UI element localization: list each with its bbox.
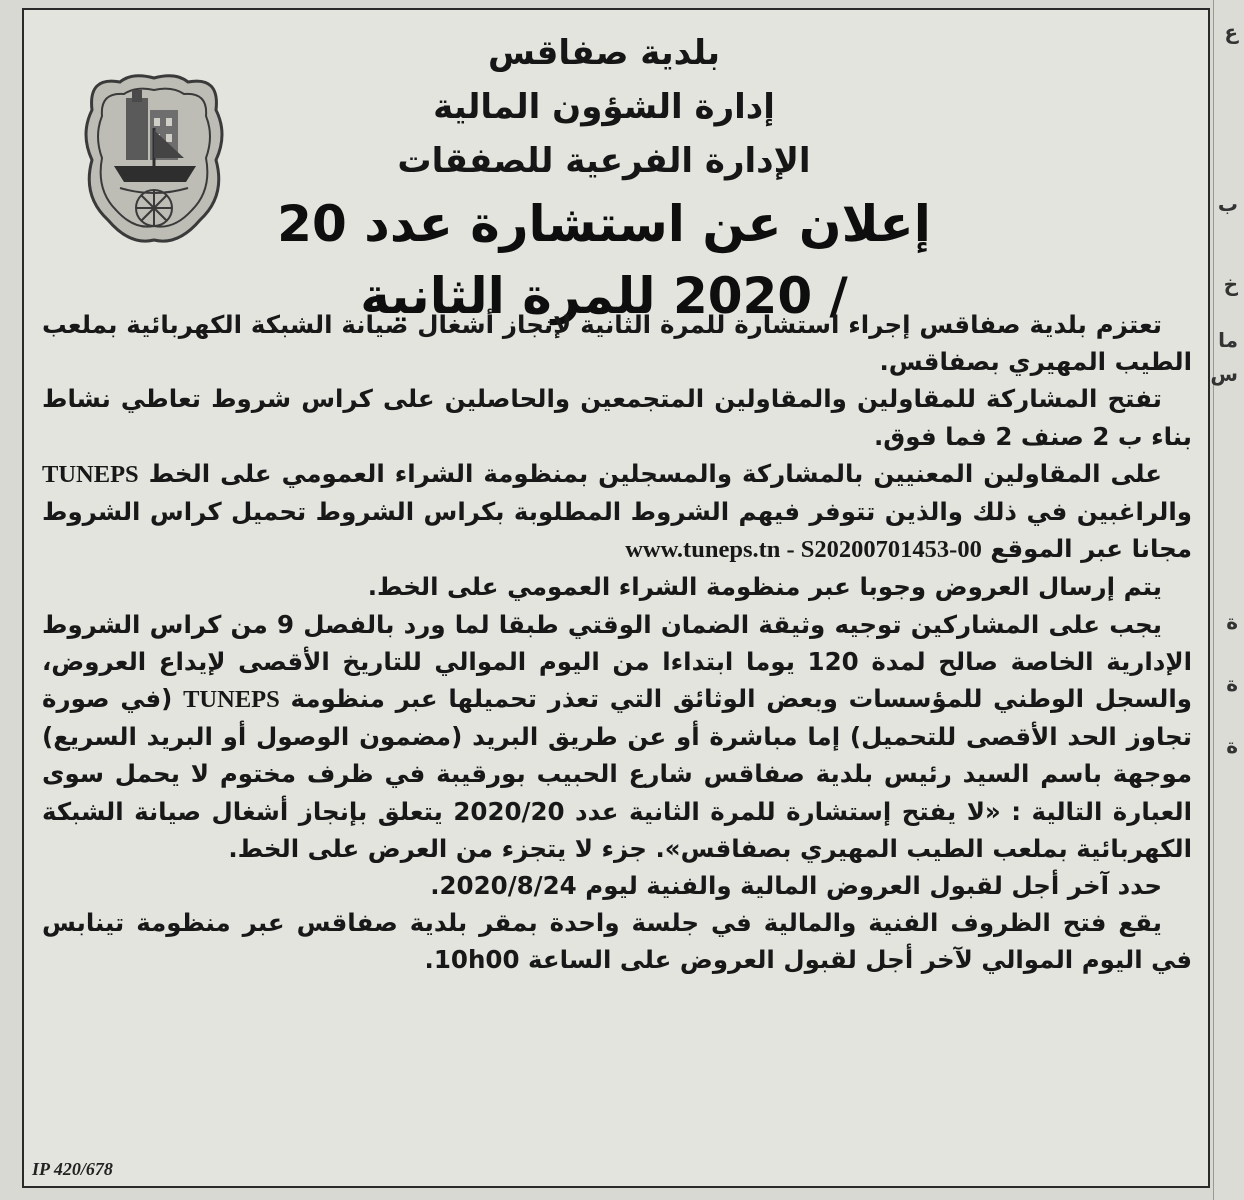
guarantee-text-a: يجب على المشاركين توجيه وثيقة الضمان الوقتي طبقا لما ورد بالفصل 9 من كراس الشروط الإدارية الخاصة صالح لمدة 120 يوما ابتداءا من اليوم الموالي للتاريخ الأقصى لإيداع العروض، والسجل الوطني للمؤسسات وبعض الوثائق التي تعذر تحميلها عبر منظومة bbox=[42, 609, 1193, 714]
adjacent-column-edge bbox=[1210, 0, 1244, 1200]
municipality-name: بلدية صفاقس bbox=[488, 33, 720, 73]
paragraph-opening: يقع فتح الظروف الفنية والمالية في جلسة واحدة بمقر بلدية صفاقس عبر منظومة تينابس في اليوم الموالي لآخر أجل لقبول العروض على الساعة 10h00. bbox=[42, 908, 1192, 975]
sub-department-name: الإدارة الفرعية للصفقات bbox=[397, 141, 811, 181]
adjacent-letter: ة bbox=[1226, 610, 1238, 634]
adjacent-letter: ما bbox=[1218, 328, 1238, 352]
tuneps-label: TUNEPS bbox=[42, 460, 139, 488]
notice-body bbox=[42, 306, 1192, 979]
department-name: إدارة الشؤون المالية bbox=[433, 87, 775, 127]
adjacent-letter: ع bbox=[1224, 20, 1238, 44]
guarantee-text-b: (في صورة تجاوز الحد الأقصى للتحميل) إما مباشرة أو عن طريق البريد (مضمون الوصول أو البريد السريع) موجهة باسم السيد رئيس بلدية صفاقس شارع الحبيب بورقيبة في ظرف مختوم لا يحمل سوى العبارة التالية : «لا يفتح إستشارة للمرة الثانية عدد 2020/20 يتعلق بإنجاز أشغال صيانة الشبكة الكهربائية بملعب الطيب المهيري بصفاقس». جزء لا يتجزء من العرض على الخط. bbox=[42, 684, 1192, 863]
header-titles bbox=[274, 26, 934, 332]
paragraph-deadline: حدد آخر أجل لقبول العروض المالية والفنية ليوم 2020/8/24. bbox=[430, 871, 1162, 901]
paragraph-intent: تعتزم بلدية صفاقس إجراء استشارة للمرة الثانية لإنجاز أشغال صيانة الشبكة الكهربائية بملعب الطيب المهيري بصفاقس. bbox=[42, 310, 1192, 377]
paragraph-download bbox=[42, 455, 1192, 569]
paragraph-guarantee bbox=[42, 606, 1192, 867]
tender-notice bbox=[22, 8, 1210, 1188]
sfax-municipality-seal-icon bbox=[74, 70, 234, 250]
download-text-a: على المقاولين المعنيين بالمشاركة والمسجلين بمنظومة الشراء العمومي على الخط bbox=[148, 458, 1163, 488]
adjacent-letter: ة bbox=[1226, 734, 1238, 758]
notice-headline: إعلان عن استشارة عدد 20 / 2020 للمرة الثانية bbox=[277, 195, 931, 325]
tuneps-label: TUNEPS bbox=[183, 686, 280, 714]
notice-header bbox=[24, 10, 1208, 325]
adjacent-letter: ب bbox=[1217, 192, 1238, 216]
paragraph-eligibility: تفتح المشاركة للمقاولين والمقاولين المتجمعين والحاصلين على كراس شروط تعاطي نشاط بناء ب 2 صنف 2 فما فوق. bbox=[42, 384, 1192, 451]
adjacent-letter: ة bbox=[1226, 672, 1238, 696]
adjacent-letter: س bbox=[1210, 362, 1238, 386]
paragraph-submission: يتم إرسال العروض وجوبا عبر منظومة الشراء العمومي على الخط. bbox=[367, 572, 1162, 602]
tuneps-site-reference: www.tuneps.tn - S20200701453-00 bbox=[625, 536, 982, 564]
advertisement-reference: IP 420/678 bbox=[32, 1159, 113, 1179]
adjacent-letter: خ bbox=[1223, 272, 1238, 296]
download-text-b: والراغبين في ذلك والذين تتوفر فيهم الشروط المطلوبة بكراس الشروط تحميل كراس الشروط مجانا عبر الموقع bbox=[42, 497, 1192, 564]
